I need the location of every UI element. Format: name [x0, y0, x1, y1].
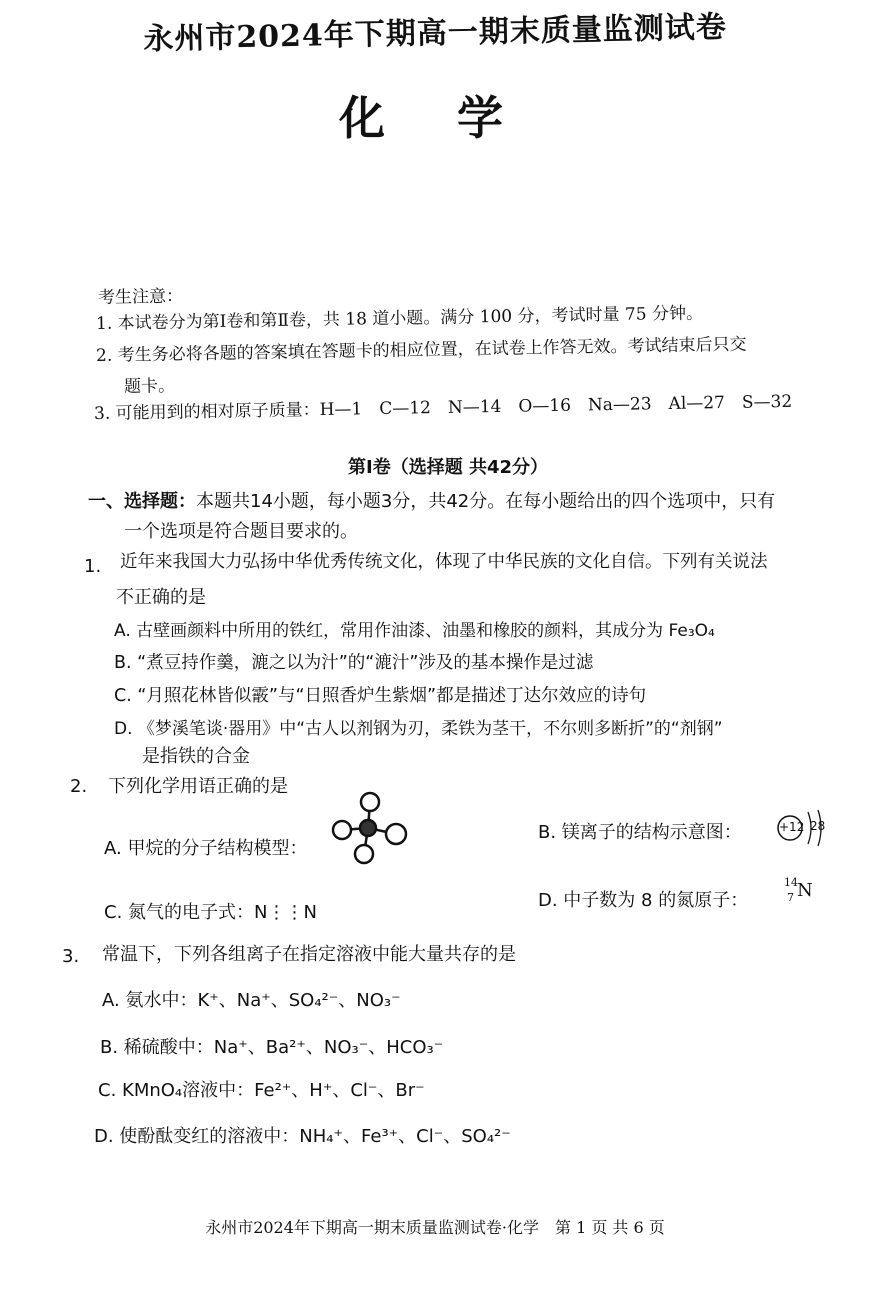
q1-stem-line2: 不正确的是	[116, 587, 206, 608]
q3-number: 3.	[62, 946, 80, 967]
notice-item-1: 1. 本试卷分为第Ⅰ卷和第Ⅱ卷，共 18 道小题。满分 100 分，考试时量 75 分钟。	[95, 303, 704, 334]
isotope-atomic-number: 7	[787, 891, 794, 904]
q3-option-b[interactable]: B. 稀硫酸中：Na⁺、Ba²⁺、NO₃⁻、HCO₃⁻	[100, 1037, 444, 1058]
q1-option-b[interactable]: B. “煮豆持作羹，漉之以为汁”的“漉汁”涉及的基本操作是过滤	[114, 653, 594, 673]
mg-ion-diagram	[776, 806, 826, 852]
q1-option-a[interactable]: A. 古壁画颜料中所用的铁红，常用作油漆、油墨和橡胶的颜料，其成分为 Fe₃O₄	[114, 621, 715, 641]
nitrogen-isotope	[784, 876, 814, 910]
q1-option-d[interactable]: D. 《梦溪笔谈·器用》中“古人以剂钢为刃，柔铁为茎干，不尔则多断折”的“剂钢”	[114, 719, 723, 739]
q3-option-c[interactable]: C. KMnO₄溶液中：Fe²⁺、H⁺、Cl⁻、Br⁻	[98, 1080, 425, 1101]
methane-model-image	[330, 790, 412, 866]
isotope-mass-number: 14	[784, 876, 798, 889]
q2-stem: 下列化学用语正确的是	[108, 776, 288, 797]
isotope-symbol: N	[797, 880, 813, 901]
q3-option-a[interactable]: A. 氨水中：K⁺、Na⁺、SO₄²⁻、NO₃⁻	[102, 990, 401, 1011]
q3-stem: 常温下，下列各组离子在指定溶液中能大量共存的是	[102, 944, 516, 965]
q2-option-b[interactable]	[538, 818, 742, 844]
notice-item-2-cont: 题卡。	[123, 376, 176, 397]
q2-option-b-text: B. 镁离子的结构示意图：	[538, 822, 742, 843]
q1-number: 1.	[84, 556, 102, 577]
section-label: 一、选择题：	[88, 491, 196, 512]
q1-stem: 近年来我国大力弘扬中华优秀传统文化，体现了中华民族的文化自信。下列有关说法	[120, 552, 768, 572]
q2-option-d[interactable]	[538, 886, 748, 912]
q2-option-a-text: A. 甲烷的分子结构模型：	[104, 838, 308, 859]
mg-nucleus-label: +12	[779, 820, 805, 834]
q1-option-d-cont: 是指铁的合金	[142, 746, 250, 767]
section-instruction	[88, 487, 775, 513]
section-instruction-line2: 一个选项是符合题目要求的。	[124, 521, 358, 542]
q3-option-d[interactable]: D. 使酚酞变红的溶液中：NH₄⁺、Fe³⁺、Cl⁻、SO₄²⁻	[94, 1126, 511, 1147]
subject-title: 化 学	[338, 91, 531, 145]
q1-option-c[interactable]: C. “月照花林皆似霰”与“日照香炉生紫烟”都是描述丁达尔效应的诗句	[114, 686, 647, 706]
q2-number: 2.	[70, 776, 88, 797]
exam-title: 永州市2024年下期高一期末质量监测试卷	[143, 9, 728, 58]
notice-item-3: 3. 可能用到的相对原子质量：H—1 C—12 N—14 O—16 Na—23 Al—27 S—32	[93, 391, 793, 424]
notice-heading: 考生注意：	[97, 286, 184, 308]
section-instruction-text: 本题共14小题，每小题3分，共42分。在每小题给出的四个选项中，只有	[196, 491, 776, 512]
q2-option-a[interactable]	[104, 834, 307, 860]
q2-option-c[interactable]: C. 氮气的电子式：N⋮⋮N	[104, 902, 317, 923]
part1-title: 第Ⅰ卷（选择题 共42分）	[348, 457, 549, 478]
notice-item-2: 2. 考生务必将各题的答案填在答题卡的相应位置，在试卷上作答无效。考试结束后只交	[95, 334, 747, 366]
q2-option-d-text: D. 中子数为 8 的氮原子：	[538, 890, 749, 911]
mg-shell-electrons: 28	[810, 819, 826, 833]
page-footer: 永州市2024年下期高一期末质量监测试卷·化学 第 1 页 共 6 页	[205, 1218, 665, 1237]
